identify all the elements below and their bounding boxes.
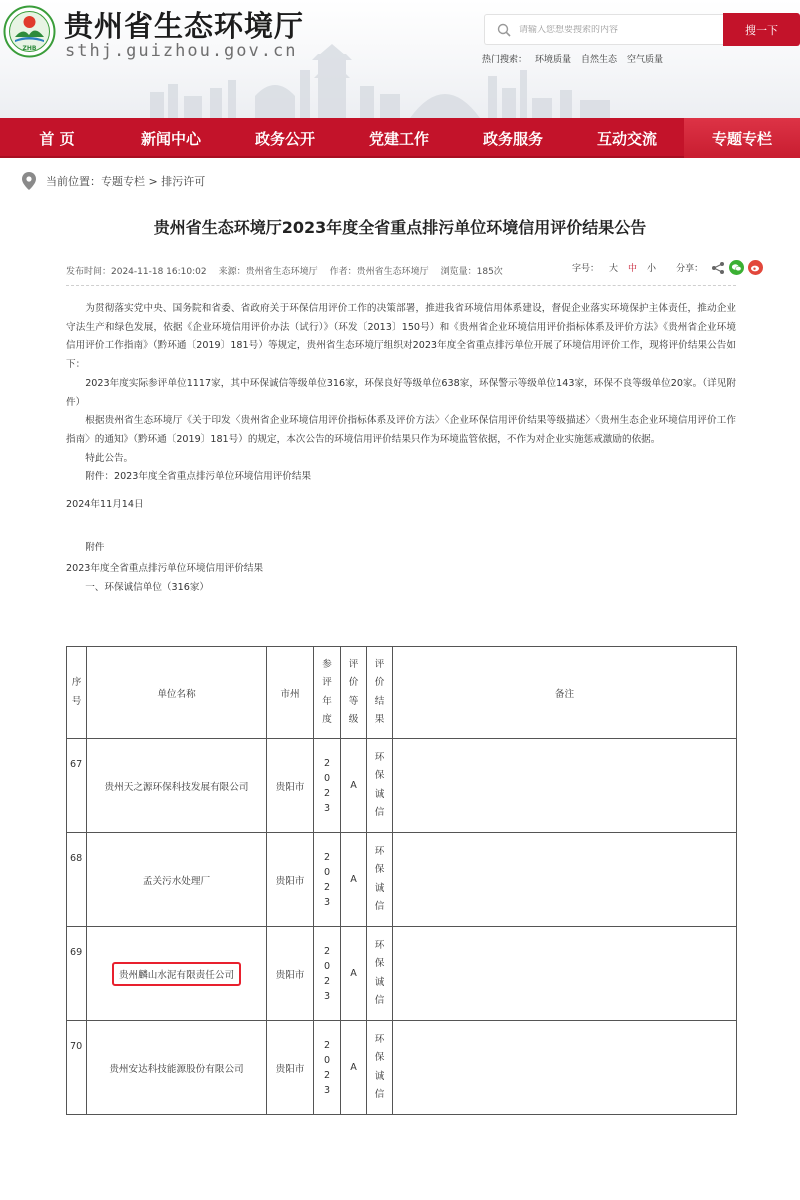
column-header-grade: 评价等级	[341, 647, 367, 739]
article-paragraph: 为贯彻落实党中央、国务院和省委、省政府关于环保信用评价工作的决策部署，推进我省环境信用体系建设，督促企业落实环境保护主体责任，推动企业守法生产和绿色发展，依据《企业环境信用评价办法（试行）》（环发〔2013〕150号）和《贵州省企业环境信用评价指标体系及评价方法》《贵州省企业环境信用评价工作指南》（黔环通〔2019〕181号）等规定，贵州省生态环境厅组织对2023年度全省重点排污单位开展了环境信用评价工作，现将评价结果公告如下：	[66, 303, 736, 371]
column-header-year: 参评年度	[314, 647, 341, 739]
view-count: 浏览量：185次	[440, 267, 503, 277]
cell-year: 2023	[314, 833, 341, 927]
publish-time: 发布时间：2024-11-18 16:10:02	[66, 267, 207, 277]
cell-result: 环保诚信	[367, 739, 393, 833]
breadcrumb-link-special-topics[interactable]: 专题专栏	[101, 175, 145, 188]
cell-unit-name	[87, 927, 267, 1021]
cell-note	[393, 1021, 737, 1115]
breadcrumb-link-pollution-permit[interactable]: 排污许可	[161, 175, 206, 188]
nav-item-special-topics[interactable]: 专题专栏	[684, 118, 800, 158]
weibo-share-icon[interactable]	[748, 260, 763, 275]
search-input[interactable]	[519, 25, 709, 35]
cell-seq: 67	[67, 739, 87, 833]
cell-seq: 69	[67, 927, 87, 1021]
cell-unit-name: 贵州安达科技能源股份有限公司	[87, 1021, 267, 1115]
hot-search-link[interactable]: 自然生态	[581, 55, 618, 65]
attachment-link[interactable]: 附件：2023年度全省重点排污单位环境信用评价结果	[85, 471, 312, 483]
article-body	[66, 300, 736, 598]
breadcrumb-prefix: 当前位置：	[46, 175, 101, 188]
table-header-row	[67, 647, 737, 739]
article-paragraph: 特此公告。	[85, 452, 134, 464]
table-row	[67, 833, 737, 927]
share-icon[interactable]	[711, 261, 725, 275]
nav-item-home[interactable]: 首 页	[39, 129, 75, 148]
nav-item-news[interactable]: 新闻中心	[140, 129, 201, 148]
cell-year: 2023	[314, 1021, 341, 1115]
cell-note	[393, 739, 737, 833]
table-row	[67, 1021, 737, 1115]
column-header-note: 备注	[393, 647, 737, 739]
government-logo-icon	[3, 5, 56, 58]
site-title[interactable]: 贵州省生态环境厅	[64, 9, 305, 43]
column-header-name: 单位名称	[87, 647, 267, 739]
hot-search-bar	[482, 52, 663, 65]
location-pin-icon	[22, 172, 36, 190]
cell-city: 贵阳市	[267, 833, 314, 927]
article-source: 来源：贵州省生态环境厅	[218, 267, 318, 277]
search-box	[484, 14, 724, 45]
cell-result: 环保诚信	[367, 1021, 393, 1115]
cell-city: 贵阳市	[267, 1021, 314, 1115]
results-table	[66, 646, 737, 1115]
article-author: 作者：贵州省生态环境厅	[329, 267, 429, 277]
cell-seq: 68	[67, 833, 87, 927]
attachment-title: 2023年度全省重点排污单位环境信用评价结果	[66, 563, 264, 575]
cell-city: 贵阳市	[267, 927, 314, 1021]
hot-search-link[interactable]: 空气质量	[627, 55, 664, 65]
cell-result: 环保诚信	[367, 927, 393, 1021]
cell-year: 2023	[314, 927, 341, 1021]
cell-grade: A	[341, 1021, 367, 1115]
logo-text: ZHB	[22, 45, 37, 52]
breadcrumb-separator: >	[145, 174, 162, 188]
wechat-share-icon[interactable]	[729, 260, 744, 275]
cell-note	[393, 927, 737, 1021]
breadcrumb	[22, 172, 205, 190]
main-nav	[0, 118, 800, 158]
cell-note	[393, 833, 737, 927]
attachment-heading: 附件	[85, 541, 105, 553]
nav-item-interaction[interactable]: 互动交流	[596, 129, 657, 148]
cell-grade: A	[341, 739, 367, 833]
search-button[interactable]: 搜一下	[723, 13, 800, 46]
column-header-seq: 序号	[67, 647, 87, 739]
nav-item-party-building[interactable]: 党建工作	[368, 129, 429, 148]
cell-unit-name: 贵州天之源环保科技发展有限公司	[87, 739, 267, 833]
site-header	[0, 0, 800, 118]
nav-item-gov-services[interactable]: 政务服务	[482, 129, 543, 148]
cell-year: 2023	[314, 739, 341, 833]
font-size-label: 字号：	[572, 264, 600, 274]
nav-item-gov-affairs[interactable]: 政务公开	[254, 129, 315, 148]
article-title: 贵州省生态环境厅2023年度全省重点排污单位环境信用评价结果公告	[153, 218, 647, 237]
font-size-large-button[interactable]: 大	[609, 264, 619, 274]
title-divider	[66, 285, 736, 286]
site-domain: sthj.guizhou.gov.cn	[65, 41, 298, 61]
article-paragraph: 根据贵州省生态环境厅《关于印发〈贵州省企业环境信用评价指标体系及评价方法〉〈企业环保信用评价结果等级描述〉〈贵州生态企业环境信用评价工作指南〉的通知》（黔环通〔2019〕181号）的规定，本次公告的环境信用评价结果只作为环境监管依据，不作为对企业实施惩戒激励的依据。	[66, 415, 736, 445]
article-meta	[66, 264, 503, 277]
cell-unit-name: 孟关污水处理厂	[87, 833, 267, 927]
highlighted-unit-name: 贵州麟山水泥有限责任公司	[112, 962, 241, 986]
font-size-small-button[interactable]: 小	[647, 264, 657, 274]
cell-grade: A	[341, 927, 367, 1021]
hot-search-label: 热门搜索：	[482, 55, 528, 65]
cell-city: 贵阳市	[267, 739, 314, 833]
table-row	[67, 739, 737, 833]
share-label: 分享：	[676, 264, 704, 274]
cell-grade: A	[341, 833, 367, 927]
hot-search-link[interactable]: 环境质量	[535, 55, 572, 65]
font-size-medium-button[interactable]: 中	[628, 264, 638, 274]
column-header-city: 市州	[267, 647, 314, 739]
publish-date: 2024年11月14日	[66, 499, 144, 511]
column-header-result: 评价结果	[367, 647, 393, 739]
cell-result: 环保诚信	[367, 833, 393, 927]
search-icon	[497, 23, 511, 37]
section-heading: 一、环保诚信单位（316家）	[85, 582, 210, 594]
article-tools	[572, 260, 763, 275]
cell-seq: 70	[67, 1021, 87, 1115]
article-paragraph: 2023年度实际参评单位1117家，其中环保诚信等级单位316家，环保良好等级单位638家，环保警示等级单位143家，环保不良等级单位20家。（详见附件）	[66, 377, 736, 408]
table-row-highlighted	[67, 927, 737, 1021]
